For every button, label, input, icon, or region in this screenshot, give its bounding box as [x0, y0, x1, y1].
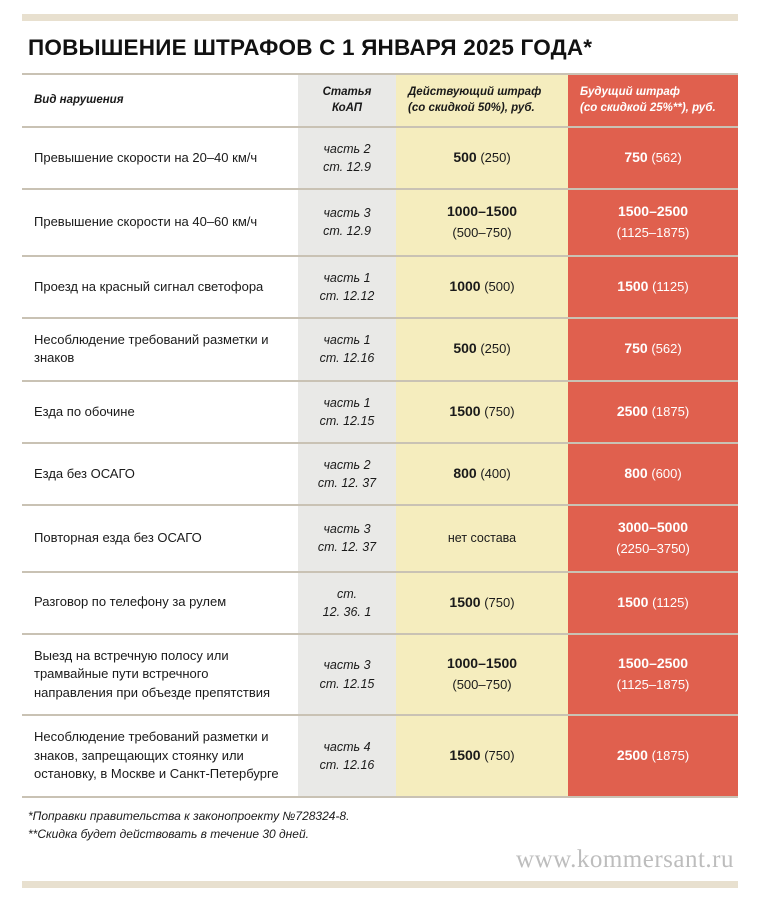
cell-article — [298, 127, 396, 189]
article-part: часть 2 — [323, 142, 371, 157]
article-number: ст. 12. 37 — [317, 540, 377, 555]
cell-current-fine — [396, 572, 568, 634]
table-row — [22, 189, 738, 255]
future-amount: 750 — [624, 340, 648, 357]
bottom-divider — [22, 881, 738, 888]
article-part: часть 3 — [323, 658, 371, 673]
column-header-violation: Вид нарушения — [22, 74, 298, 127]
article-part: часть 1 — [323, 270, 371, 285]
current-header-line2: (со скидкой 50%), руб. — [408, 101, 535, 114]
future-discount: (562) — [651, 341, 682, 357]
future-amount: 1500–2500 — [617, 655, 689, 672]
future-amount: 1500–2500 — [617, 203, 689, 220]
article-part: часть 3 — [323, 522, 371, 537]
cell-violation: Несоблюдение требований разметки и знаков — [22, 318, 298, 381]
article-number: 12. 36. 1 — [322, 604, 372, 619]
table-row — [22, 715, 738, 796]
cell-violation: Разговор по телефону за рулем — [22, 572, 298, 634]
article-number: ст. 12.16 — [319, 757, 375, 772]
current-amount: 1000–1500 — [446, 655, 518, 672]
column-header-current-fine — [396, 74, 568, 127]
future-amount: 750 — [624, 149, 648, 166]
current-discount: (500–750) — [452, 225, 512, 241]
cell-article — [298, 443, 396, 505]
current-header-line1: Действующий штраф — [408, 86, 542, 98]
future-header-line2: (со скидкой 25%**), руб. — [580, 101, 716, 114]
article-part: ст. — [337, 586, 357, 601]
cell-future-fine — [568, 256, 738, 318]
article-number: ст. 12. 37 — [317, 476, 377, 491]
fines-table — [22, 73, 738, 798]
cell-current-fine — [396, 715, 568, 796]
article-part: часть 1 — [323, 395, 371, 410]
cell-current-fine — [396, 127, 568, 189]
cell-future-fine — [568, 443, 738, 505]
table-row — [22, 127, 738, 189]
article-number: ст. 12.9 — [323, 224, 371, 239]
future-amount: 2500 — [616, 402, 648, 419]
cell-future-fine — [568, 381, 738, 443]
article-number: ст. 12.16 — [319, 351, 375, 366]
cell-future-fine — [568, 634, 738, 715]
cell-article — [298, 505, 396, 571]
cell-current-fine — [396, 443, 568, 505]
future-discount: (1125) — [652, 594, 689, 610]
current-discount: (500–750) — [452, 677, 512, 693]
cell-violation: Превышение скорости на 40–60 км/ч — [22, 189, 298, 255]
current-amount: 1000–1500 — [446, 203, 518, 220]
article-number: ст. 12.15 — [319, 676, 375, 691]
future-discount: (1125–1875) — [616, 677, 690, 693]
future-discount: (1125) — [652, 278, 689, 294]
article-part: часть 4 — [323, 739, 371, 754]
current-discount: (250) — [480, 150, 511, 166]
future-amount: 800 — [624, 465, 648, 482]
table-row — [22, 443, 738, 505]
current-discount: (400) — [480, 466, 511, 482]
future-amount: 2500 — [616, 746, 648, 763]
footnote-2: **Скидка будет действовать в течение 30 дней. — [28, 827, 309, 842]
future-discount: (600) — [651, 466, 682, 482]
future-discount: (2250–3750) — [616, 541, 690, 557]
current-amount: 1500 — [449, 746, 481, 763]
article-number: ст. 12.15 — [319, 413, 375, 428]
table-row — [22, 572, 738, 634]
cell-article — [298, 256, 396, 318]
current-amount: 500 — [453, 340, 477, 357]
cell-current-fine — [396, 318, 568, 381]
cell-current-fine — [396, 381, 568, 443]
cell-current-fine — [396, 634, 568, 715]
article-number: ст. 12.12 — [319, 288, 375, 303]
table-row — [22, 634, 738, 715]
top-divider — [22, 14, 738, 21]
current-text: нет состава — [447, 531, 517, 546]
future-amount: 1500 — [617, 593, 649, 610]
current-amount: 1500 — [449, 593, 481, 610]
cell-article — [298, 318, 396, 381]
cell-violation: Выезд на встречную полосу или трамвайные пути встречного направления при объезде препятствия — [22, 634, 298, 715]
current-discount: (250) — [480, 341, 511, 357]
cell-future-fine — [568, 715, 738, 796]
cell-violation: Несоблюдение требований разметки и знаков, запрещающих стоянку или остановку, в Москве и Санкт-Петербурге — [22, 715, 298, 796]
current-amount: 800 — [453, 465, 477, 482]
article-part: часть 2 — [323, 458, 371, 473]
cell-violation: Езда без ОСАГО — [22, 443, 298, 505]
article-part: часть 1 — [323, 333, 371, 348]
future-header-line1: Будущий штраф — [580, 86, 680, 98]
cell-violation: Превышение скорости на 20–40 км/ч — [22, 127, 298, 189]
cell-article — [298, 572, 396, 634]
page-title: ПОВЫШЕНИЕ ШТРАФОВ С 1 ЯНВАРЯ 2025 ГОДА* — [28, 35, 593, 60]
current-amount: 1500 — [449, 402, 481, 419]
cell-future-fine — [568, 505, 738, 571]
future-discount: (1875) — [651, 747, 690, 763]
column-header-article: Статья КоАП — [298, 74, 396, 127]
footnotes — [22, 807, 738, 844]
source-watermark: www.kommersant.ru — [516, 846, 734, 873]
table-body — [22, 127, 738, 797]
article-part: часть 3 — [323, 206, 371, 221]
cell-article — [298, 189, 396, 255]
current-amount: 500 — [453, 149, 477, 166]
cell-future-fine — [568, 189, 738, 255]
column-header-future-fine — [568, 74, 738, 127]
cell-future-fine — [568, 572, 738, 634]
cell-future-fine — [568, 318, 738, 381]
future-amount: 1500 — [617, 277, 649, 294]
infographic-page — [0, 14, 760, 900]
cell-article — [298, 634, 396, 715]
footnote-1: *Поправки правительства к законопроекту №728324-8. — [28, 808, 350, 823]
cell-future-fine — [568, 127, 738, 189]
future-discount: (1125–1875) — [616, 225, 690, 241]
current-discount: (750) — [484, 403, 515, 419]
article-number: ст. 12.9 — [323, 160, 371, 175]
current-amount: 1000 — [449, 277, 481, 294]
future-amount: 3000–5000 — [617, 519, 689, 536]
table-row — [22, 381, 738, 443]
table-row — [22, 256, 738, 318]
current-discount: (500) — [484, 278, 515, 294]
current-discount: (750) — [484, 594, 515, 610]
table-header — [22, 74, 738, 127]
cell-violation: Проезд на красный сигнал светофора — [22, 256, 298, 318]
cell-article — [298, 381, 396, 443]
cell-current-fine — [396, 189, 568, 255]
header-row — [22, 74, 738, 127]
table-row — [22, 505, 738, 571]
current-discount: (750) — [484, 747, 515, 763]
table-row — [22, 318, 738, 381]
cell-current-fine — [396, 505, 568, 571]
cell-violation: Повторная езда без ОСАГО — [22, 505, 298, 571]
cell-current-fine — [396, 256, 568, 318]
future-discount: (562) — [651, 150, 682, 166]
cell-violation: Езда по обочине — [22, 381, 298, 443]
cell-article — [298, 715, 396, 796]
future-discount: (1875) — [651, 403, 690, 419]
